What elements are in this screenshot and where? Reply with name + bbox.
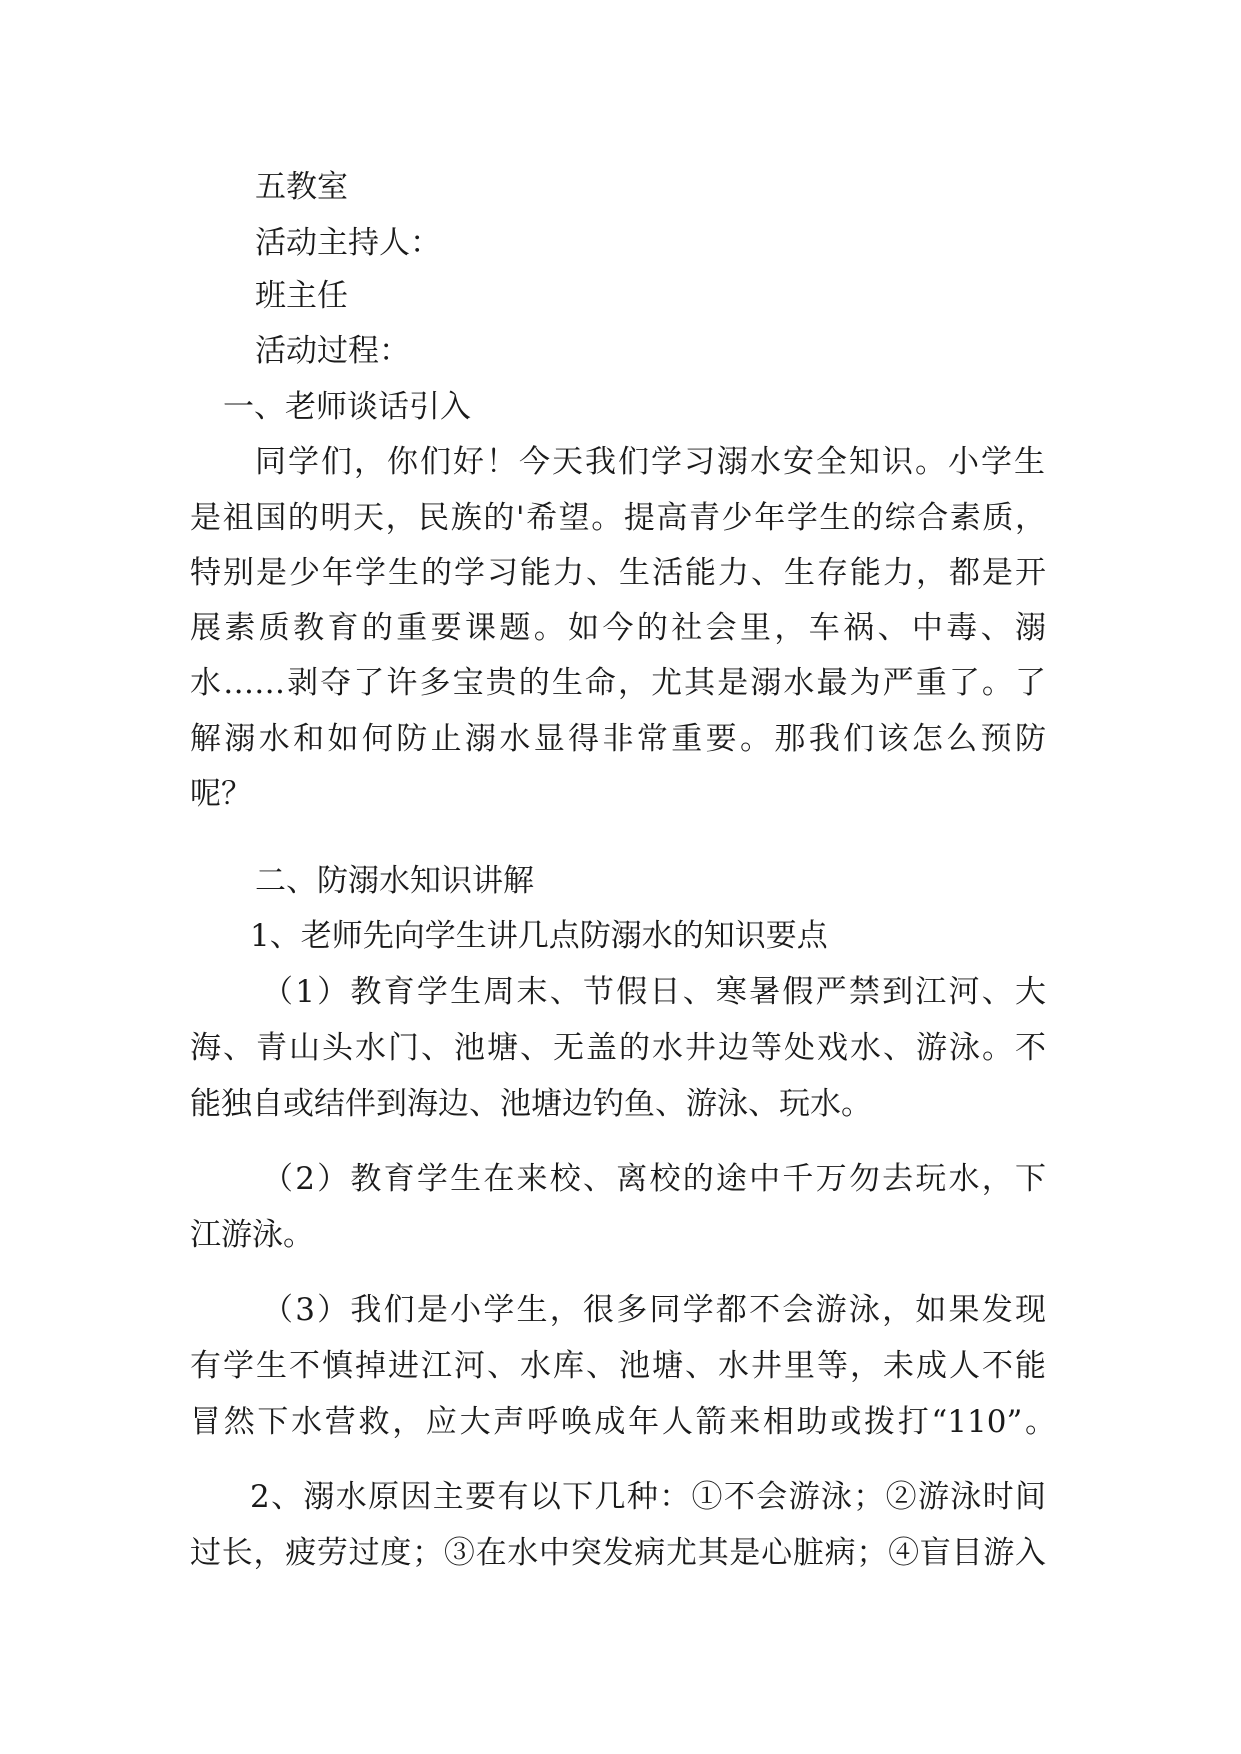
- paragraph-line: 2、溺水原因主要有以下几种：①不会游泳；②游泳时间: [250, 1479, 1046, 1515]
- paragraph-line: 能独自或结伴到海边、池塘边钓鱼、游泳、玩水。: [190, 1086, 872, 1122]
- host-value: 班主任: [255, 278, 348, 314]
- venue-line: 五教室: [255, 169, 348, 205]
- section-heading-1: 一、老师谈话引入: [223, 389, 471, 425]
- paragraph-line: （1）教育学生周末、节假日、寒暑假严禁到江河、大: [262, 974, 1046, 1010]
- paragraph-line: 海、青山头水门、池塘、无盖的水井边等处戏水、游泳。不: [190, 1030, 1046, 1066]
- paragraph-line: 同学们，你们好！今天我们学习溺水安全知识。小学生: [255, 444, 1045, 480]
- paragraph-line: 冒然下水营救，应大声呼唤成年人箭来相助或拨打“110”。: [190, 1404, 1056, 1440]
- host-label: 活动主持人：: [255, 225, 441, 261]
- paragraph-line: （3）我们是小学生，很多同学都不会游泳，如果发现: [262, 1292, 1046, 1328]
- paragraph-line: 过长，疲劳过度；③在水中突发病尤其是心脏病；④盲目游入: [190, 1535, 1046, 1571]
- process-label: 活动过程：: [255, 333, 410, 369]
- paragraph-line: 有学生不慎掉进江河、水库、池塘、水井里等，未成人不能: [190, 1348, 1046, 1384]
- paragraph-line: 展素质教育的重要课题。如今的社会里，车祸、中毒、溺: [190, 610, 1046, 646]
- paragraph-line: 水……剥夺了许多宝贵的生命，尤其是溺水最为严重了。了: [190, 665, 1046, 701]
- paragraph-line: 解溺水和如何防止溺水显得非常重要。那我们该怎么预防: [190, 721, 1046, 757]
- section-heading-2: 二、防溺水知识讲解: [255, 863, 534, 899]
- paragraph-line: 江游泳。: [190, 1217, 314, 1253]
- paragraph-line: （2）教育学生在来校、离校的途中千万勿去玩水，下: [262, 1161, 1046, 1197]
- paragraph-line: 是祖国的明天，民族的'希望。提高青少年学生的综合素质，: [190, 500, 1046, 536]
- subsection-heading: 1、老师先向学生讲几点防溺水的知识要点: [250, 918, 828, 954]
- paragraph-line: 特别是少年学生的学习能力、生活能力、生存能力，都是开: [190, 555, 1046, 591]
- paragraph-line: 呢？: [190, 776, 252, 812]
